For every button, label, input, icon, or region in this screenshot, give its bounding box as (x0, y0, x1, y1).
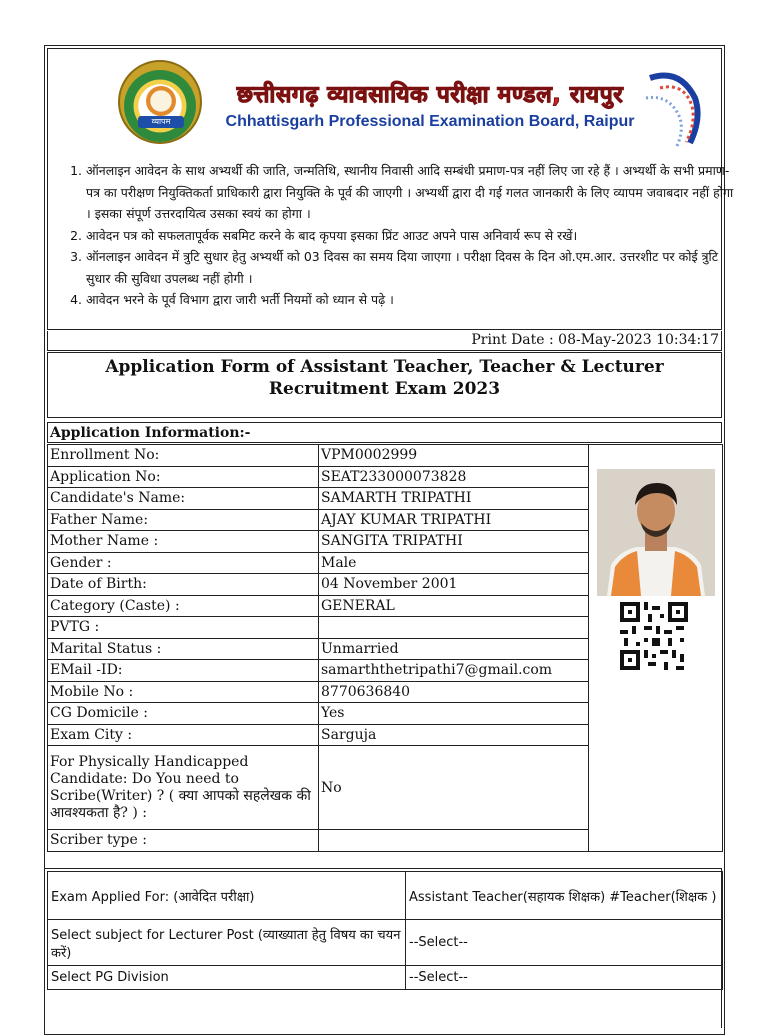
candidate-photo-image (597, 469, 715, 596)
print-date-row (47, 331, 722, 351)
field-value: AJAY KUMAR TRIPATHI (319, 509, 589, 531)
instruction-item: 3. ऑनलाइन आवेदन में त्रुटि सुधार हेतु अभ्यर्थी को 03 दिवस का समय दिया जाएगा । परीक्षा दिवस के दिन ओ.एम.आर. उत्तरशीट पर कोई त्रुटि सुधार की सुविधा उपलब्ध नहीं होगी । (86, 246, 734, 289)
instruction-item: 4. आवेदन भरने के पूर्व विभाग द्वारा जारी भर्ती नियमों को ध्यान से पढ़े । (86, 289, 734, 311)
emblem-ribbon: व्यापम (138, 116, 184, 128)
field-label: For Physically Handicapped Candidate: Do You need to Scribe(Writer) ? ( क्या आपको सहलेखक की आवश्यकता है? ) : (48, 746, 319, 830)
field-value: 8770636840 (319, 681, 589, 703)
table-row (48, 872, 723, 920)
field-value: Yes (319, 703, 589, 725)
field-label: Scriber type : (48, 830, 319, 852)
field-value: Sarguja (319, 724, 589, 746)
field-label: Enrollment No: (48, 445, 319, 467)
field-label: EMail -ID: (48, 660, 319, 682)
field-label: Mobile No : (48, 681, 319, 703)
field-label: PVTG : (48, 617, 319, 639)
field-label: CG Domicile : (48, 703, 319, 725)
table-row (48, 966, 723, 990)
vyapam-emblem-logo (118, 60, 202, 144)
section-heading: Application Information:- (47, 422, 722, 443)
field-value: SEAT233000073828 (319, 466, 589, 488)
field-value: GENERAL (319, 595, 589, 617)
pg-division-label: Select PG Division (48, 966, 406, 990)
candidate-photo (597, 469, 715, 596)
field-value: SAMARTH TRIPATHI (319, 488, 589, 510)
field-label: Exam City : (48, 724, 319, 746)
instructions-list (66, 160, 734, 311)
field-value: samarththetripathi7@gmail.com (319, 660, 589, 682)
form-title: Application Form of Assistant Teacher, Teacher & Lecturer Recruitment Exam 2023 (47, 352, 722, 418)
instruction-item: 1. ऑनलाइन आवेदन के साथ अभ्यर्थी की जाति, जन्मतिथि, स्थानीय निवासी आदि सम्बंधी प्रमाण-पत्र नहीं लिए जा रहे हैं । अभ्यर्थी के सभी प्रमाण-पत्र का परीक्षण नियुक्तिकर्ता प्राधिकारी द्वारा नियुक्ति के पूर्व की जाएगी । अभ्यर्थी द्वारा दी गई गलत जानकारी के लिए व्यापम जवाबदार नहीं होगा । इसका संपूर्ण उत्तरदायित्व उसका स्वयं का होगा । (86, 160, 734, 225)
field-value: Male (319, 552, 589, 574)
instruction-item: 2. आवेदन पत्र को सफलतापूर्वक सबमिट करने के बाद कृपया इसका प्रिंट आउट अपने पास अनिवार्य रूप से रखें। (86, 225, 734, 247)
field-value: Unmarried (319, 638, 589, 660)
field-label: Category (Caste) : (48, 595, 319, 617)
field-value (319, 830, 589, 852)
qr-code-icon (620, 602, 688, 670)
field-label: Mother Name : (48, 531, 319, 553)
pg-division-select[interactable]: --Select-- (406, 966, 723, 990)
table-row (48, 920, 723, 966)
field-value: SANGITA TRIPATHI (319, 531, 589, 553)
org-name-hindi: छत्तीसगढ़ व्यावसायिक परीक्षा मण्डल, रायपुर (236, 82, 624, 108)
exam-applied-label: Exam Applied For: (आवेदित परीक्षा) (48, 872, 406, 920)
org-name-english: Chhattisgarh Professional Examination Board, Raipur (225, 113, 635, 130)
exam-details-table (47, 871, 723, 990)
field-label: Father Name: (48, 509, 319, 531)
print-date: Print Date : 08-May-2023 10:34:17 (471, 332, 719, 348)
field-label: Gender : (48, 552, 319, 574)
field-label: Candidate's Name: (48, 488, 319, 510)
lecturer-subject-select[interactable]: --Select-- (406, 920, 723, 966)
emblem-core (146, 86, 176, 116)
table-row (48, 445, 723, 467)
field-label: Marital Status : (48, 638, 319, 660)
field-value (319, 617, 589, 639)
field-value: No (319, 746, 589, 830)
exam-applied-value: Assistant Teacher(सहायक शिक्षक) #Teacher(शिक्षक ) (406, 872, 723, 920)
field-label: Date of Birth: (48, 574, 319, 596)
field-value: VPM0002999 (319, 445, 589, 467)
lecturer-subject-label: Select subject for Lecturer Post (व्याख्याता हेतु विषय का चयन करें) (48, 920, 406, 966)
field-label: Application No: (48, 466, 319, 488)
field-value: 04 November 2001 (319, 574, 589, 596)
